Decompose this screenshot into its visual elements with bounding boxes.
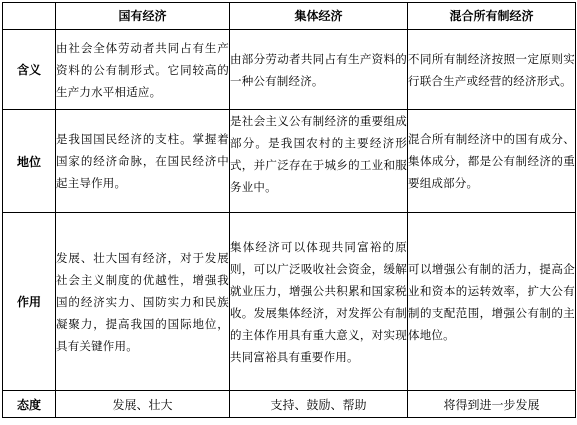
table-row [3,213,576,391]
table-cell: 混合所有制经济中的国有成分、集体成分，都是公有制经济的重要组成部分。 [408,110,576,213]
table-cell: 是我国国民经济的支柱。掌握着国家的经济命脉，在国民经济中起主导作用。 [56,110,230,213]
row-label-attitude: 态度 [3,391,56,418]
economy-comparison-table [2,2,576,418]
header-mixed-economy: 混合所有制经济 [408,3,576,30]
table-cell: 集体经济可以体现共同富裕的原则，可以广泛吸收社会资金，缓解就业压力，增强公共积累和国家税收。发展集体经济，对发挥公有制的主体作用具有重大意义，对实现共同富裕具有重要作用。 [230,213,408,391]
header-collective-economy: 集体经济 [230,3,408,30]
table-cell: 支持、鼓励、帮助 [230,391,408,418]
header-row [3,3,576,30]
table-cell: 可以增强公有制的活力，提高企业和资本的运转效率，扩大公有制的支配范围，增强公有制的主体地位。 [408,213,576,391]
row-label-role: 作用 [3,213,56,391]
table-cell: 发展、壮大国有经济，对于发展社会主义制度的优越性，增强我国的经济实力、国防实力和民族凝聚力，提高我国的国际地位，具有关键作用。 [56,213,230,391]
table-cell: 是社会主义公有制经济的重要组成部分。是我国农村的主要经济形式，并广泛存在于城乡的工业和服务业中。 [230,110,408,213]
table-row [3,30,576,110]
table-cell: 由社会全体劳动者共同占有生产资料的公有制形式。它同较高的生产力水平相适应。 [56,30,230,110]
table-cell: 由部分劳动者共同占有生产资料的一种公有制经济。 [230,30,408,110]
header-state-economy: 国有经济 [56,3,230,30]
row-label-status: 地位 [3,110,56,213]
table-row [3,110,576,213]
table-cell: 将得到进一步发展 [408,391,576,418]
corner-cell [3,3,56,30]
table-row [3,391,576,418]
table-cell: 不同所有制经济按照一定原则实行联合生产或经营的经济形式。 [408,30,576,110]
table-cell: 发展、壮大 [56,391,230,418]
row-label-meaning: 含义 [3,30,56,110]
